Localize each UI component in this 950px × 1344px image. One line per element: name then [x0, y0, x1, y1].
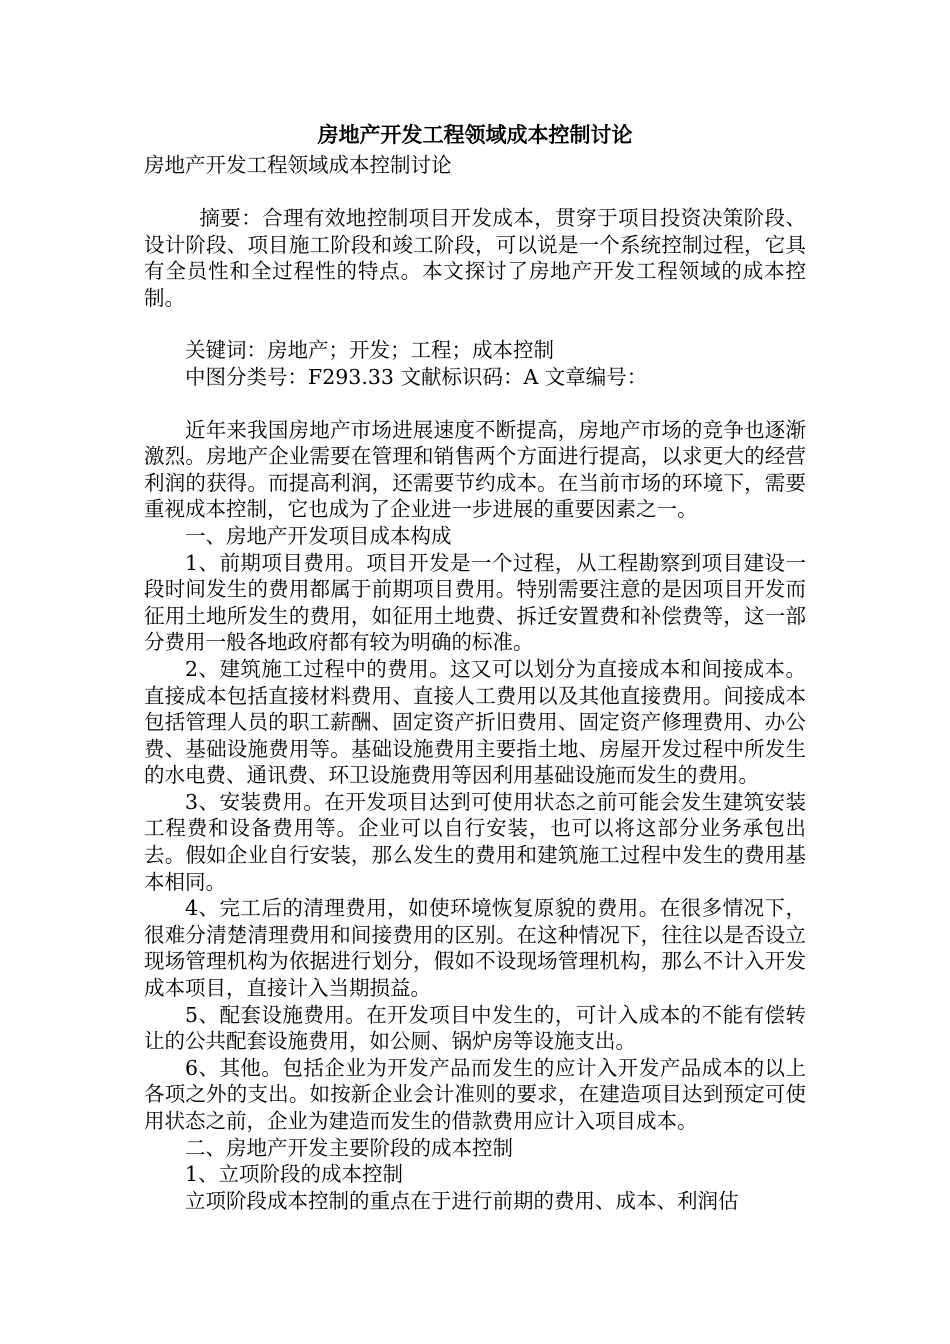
- classification-line: 中图分类号：F293.33 文献标识码：A 文章编号：: [185, 364, 648, 389]
- document-title: 房地产开发工程领域成本控制讨论: [317, 122, 633, 147]
- body-paragraph: 3、安装费用。在开发项目达到可使用状态之前可能会发生建筑安装工程费和设备费用等。企业可以自行安装，也可以将这部分业务承包出去。假如企业自行安装，那么发生的费用和建筑施工过程中发生的费用基本相同。: [144, 789, 806, 894]
- body-paragraph: 2、建筑施工过程中的费用。这又可以划分为直接成本和间接成本。直接成本包括直接材料费用、直接人工费用以及其他直接费用。间接成本包括管理人员的职工薪酬、固定资产折旧费用、固定资产修理费用、办公费、基础设施费用等。基础设施费用主要指土地、房屋开发过程中所发生的水电费、通讯费、环卫设施费用等因利用基础设施而发生的费用。: [144, 656, 806, 788]
- body-paragraph: 4、完工后的清理费用，如使环境恢复原貌的费用。在很多情况下，很难分清楚清理费用和间接费用的区别。在这种情况下，往往以是否设立现场管理机构为依据进行划分，假如不设现场管理机构，那么不计入开发成本项目，直接计入当期损益。: [144, 896, 806, 1001]
- spacer: [144, 311, 806, 337]
- subsection-heading: 1、立项阶段的成本控制: [185, 1162, 404, 1187]
- keywords-line: 关键词：房地产；开发；工程；成本控制: [185, 338, 554, 363]
- spacer: [144, 391, 806, 417]
- section-heading: 一、房地产开发项目成本构成: [185, 523, 452, 548]
- body-paragraph: 1、前期项目费用。项目开发是一个过程，从工程勘察到项目建设一段时间发生的费用都属于前期项目费用。特别需要注意的是因项目开发而征用土地所发生的费用，如征用土地费、拆迁安置费和补偿费等，这一部分费用一般各地政府都有较为明确的标准。: [144, 550, 806, 655]
- document-page: [144, 118, 806, 1214]
- document-subtitle: 房地产开发工程领域成本控制讨论: [144, 153, 452, 177]
- abstract-paragraph: 摘要：合理有效地控制项目开发成本，贯穿于项目投资决策阶段、设计阶段、项目施工阶段和竣工阶段，可以说是一个系统控制过程，它具有全员性和全过程性的特点。本文探讨了房地产开发工程领域的成本控制。: [144, 206, 806, 310]
- section-heading: 二、房地产开发主要阶段的成本控制: [185, 1135, 513, 1160]
- body-paragraph: 近年来我国房地产市场进展速度不断提高，房地产市场的竞争也逐渐激烈。房地产企业需要在管理和销售两个方面进行提高，以求更大的经营利润的获得。而提高利润，还需要节约成本。在当前市场的环境下，需要重视成本控制，它也成为了企业进一步进展的重要因素之一。: [144, 417, 806, 522]
- body-paragraph: 5、配套设施费用。在开发项目中发生的，可计入成本的不能有偿转让的公共配套设施费用，如公厕、锅炉房等设施支出。: [144, 1002, 806, 1054]
- body-paragraph: 立项阶段成本控制的重点在于进行前期的费用、成本、利润估: [185, 1188, 739, 1213]
- body-paragraph: 6、其他。包括企业为开发产品而发生的应计入开发产品成本的以上各项之外的支出。如按新企业会计准则的要求，在建造项目达到预定可使用状态之前，企业为建造而发生的借款费用应计入项目成本。: [144, 1055, 806, 1133]
- spacer: [144, 179, 806, 205]
